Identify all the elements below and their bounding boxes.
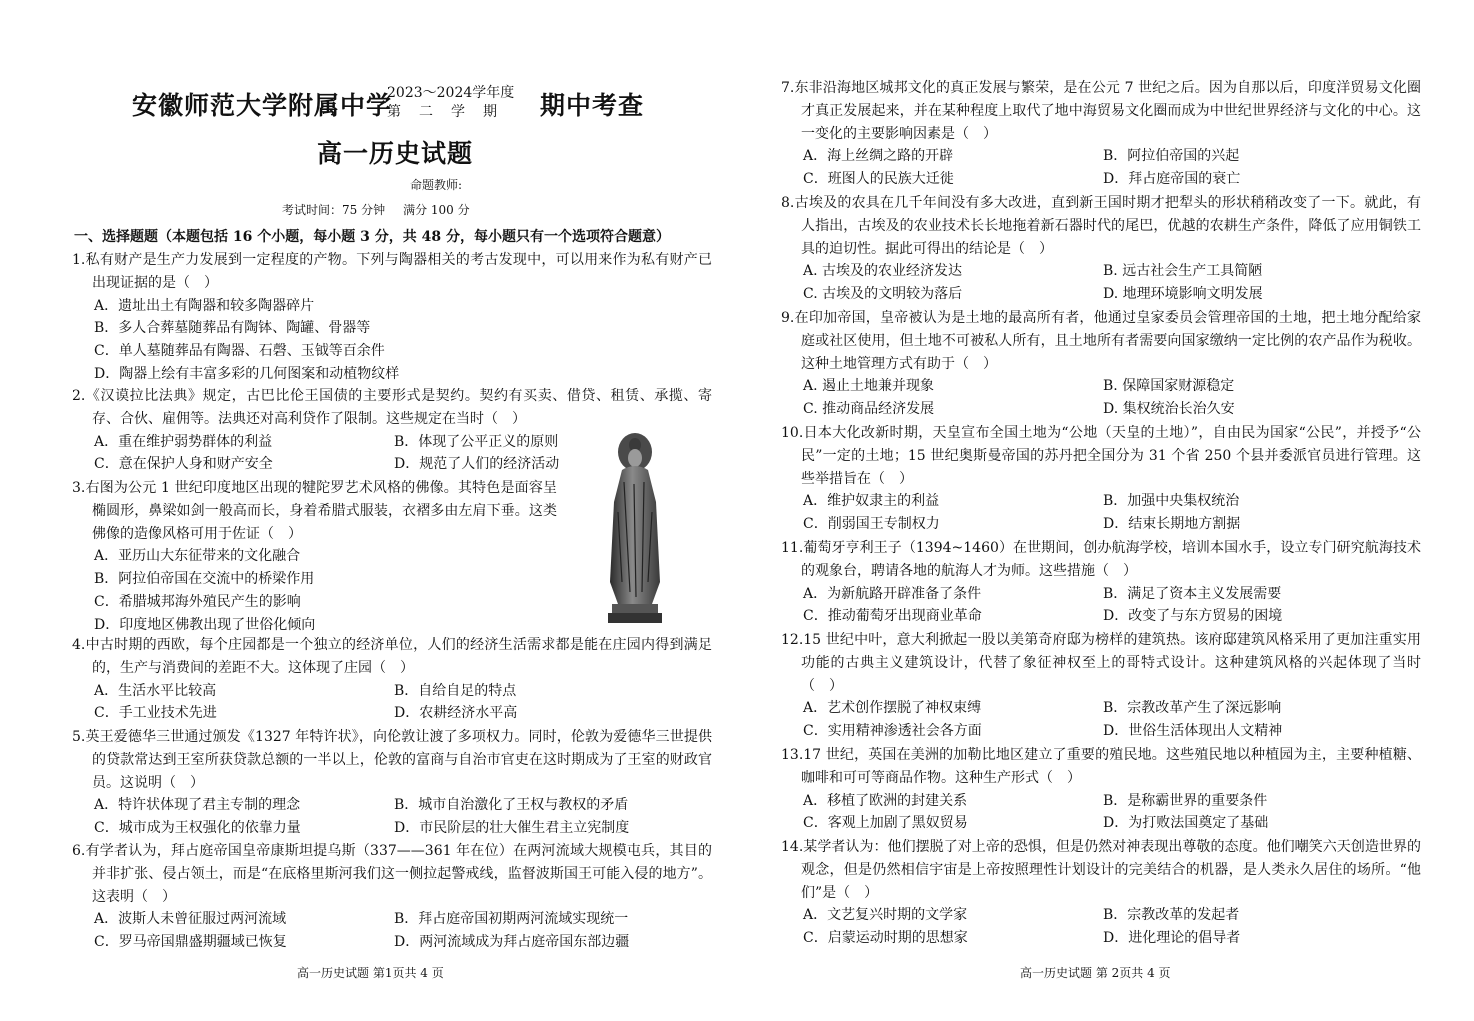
question-number: 13. [781, 747, 804, 763]
exam-duration: 考试时间：75 分钟 [282, 203, 386, 217]
options-list [72, 545, 557, 636]
options-row [803, 790, 1421, 813]
options-row [803, 168, 1421, 191]
question-stem [781, 537, 1421, 583]
option-c: C. 古埃及的文明较为落后 [803, 286, 963, 303]
options-row [803, 375, 1421, 398]
options-list [72, 680, 712, 726]
options-row [803, 812, 1421, 835]
school-year: 2023～2024学年度 [387, 85, 515, 101]
question-text: 中古时期的西欧，每个庄园都是一个独立的经济单位，人们的经济生活需求都是能在庄园内得到满足的，生产与消费间的差距不大。这体现了庄园（ ） [85, 637, 712, 676]
question-text: 某学者认为：他们摆脱了对上帝的恐惧，但是仍然对神表现出尊敬的态度。他们嘲笑六天创造世界的观念，但是仍然相信宇宙是上帝按照理性计划设计的完美结合的机器，是人类永久居住的场所。“他们”是（ ） [801, 839, 1421, 901]
option-c: C. 推动商品经济发展 [803, 401, 935, 418]
options-row [803, 583, 1421, 606]
options-row [803, 927, 1421, 950]
question-13 [781, 744, 1421, 835]
option-c: C．单人墓随葬品有陶器、石磬、玉钺等百余件 [94, 343, 385, 360]
option-a: A．移植了欧洲的封建关系 [803, 792, 968, 809]
question-stem [72, 634, 712, 680]
question-stem [72, 249, 712, 295]
options-row [94, 908, 712, 931]
option-b: B．自给自足的特点 [394, 682, 517, 699]
question-text: 15 世纪中叶，意大利掀起一股以美第奇府邸为榜样的建筑热。该府邸建筑风格采用了更加注重实用功能的古典主义建筑设计，代替了象征神权至上的哥特式设计。这种建筑风格的兴起体现了当时（ ） [801, 632, 1421, 694]
option-d: D．市民阶层的壮大催生君主立宪制度 [394, 820, 630, 837]
option-d: D. 集权统治长治久安 [1103, 401, 1235, 418]
question-number: 10. [781, 425, 804, 441]
option-c: C．城市成为王权强化的依靠力量 [94, 820, 301, 837]
page-footer: 高一历史试题 第1页共 4 页 [297, 966, 444, 980]
option-a: A. 遏止土地兼并现象 [803, 378, 935, 395]
option-a: A．文艺复兴时期的文学家 [803, 907, 968, 924]
question-text: 私有财产是生产力发展到一定程度的产物。下列与陶器相关的考古发现中，可以用来作为私有财产已出现证据的是（ ） [85, 252, 712, 291]
option-d: D．两河流域成为拜占庭帝国东部边疆 [394, 934, 630, 951]
question-stem [781, 192, 1421, 260]
options-row [94, 680, 712, 703]
question-5 [72, 726, 712, 840]
options-list [781, 490, 1421, 536]
option-b: B．体现了公平正义的原则 [394, 433, 559, 450]
options-row [94, 295, 712, 318]
question-10 [781, 422, 1421, 536]
option-a: A．遗址出土有陶器和较多陶器碎片 [94, 297, 315, 314]
option-d: D．进化理论的倡导者 [1103, 930, 1241, 947]
option-b: B. 远古社会生产工具简陋 [1103, 263, 1263, 280]
options-row [94, 545, 557, 568]
option-a: A．重在维护弱势群体的利益 [94, 433, 273, 450]
options-row [803, 697, 1421, 720]
question-1 [72, 249, 712, 386]
question-text: 日本大化改新时期，天皇宣布全国土地为“公地（天皇的土地）”，自由民为国家“公民”，并授予“公民”一定的土地；15 世纪奥斯曼帝国的苏丹把全国分为 31 个省 250 个县并委派官员进行管理。这些举措旨在（ ） [801, 425, 1421, 487]
question-number: 9. [781, 310, 795, 326]
option-a: A．波斯人未曾征服过两河流域 [94, 911, 287, 928]
question-text: 古埃及的农具在几千年间没有多大改进，直到新王国时期才把犁头的形状稍稍改变了一下。就此，有人指出，古埃及的农业技术长长地拖着新石器时代的尾巴，优越的农耕生产条件，降低了应用铜铁工具的迫切性。据此可得出的结论是（ ） [794, 195, 1421, 257]
question-14 [781, 836, 1421, 950]
option-c: C．削弱国王专制权力 [803, 516, 940, 533]
option-a: A．维护奴隶主的利益 [803, 493, 940, 510]
option-a: A. 古埃及的农业经济发达 [803, 263, 963, 280]
options-row [803, 260, 1421, 283]
question-stem [781, 629, 1421, 697]
option-b: B．拜占庭帝国初期两河流域实现统一 [394, 911, 629, 928]
question-number: 3. [72, 480, 86, 496]
question-stem [72, 840, 712, 908]
question-stem [781, 422, 1421, 490]
option-c: C．罗马帝国鼎盛期疆域已恢复 [94, 934, 287, 951]
question-6 [72, 840, 712, 954]
options-row [803, 904, 1421, 927]
option-d: D．结束长期地方割据 [1103, 516, 1241, 533]
options-row [94, 591, 557, 614]
question-text: 有学者认为，拜占庭帝国皇帝康斯坦提乌斯（337——361 年在位）在两河流域大规模屯兵，其目的并非扩张、侵占领土，而是“在底格里斯河我们这一侧拉起警戒线，监督波斯国王可能入侵的地方”。这表明（ ） [85, 843, 712, 905]
options-list [781, 260, 1421, 306]
option-d: D．农耕经济水平高 [394, 705, 518, 722]
option-a: A．海上丝绸之路的开辟 [803, 148, 954, 165]
option-c: C．手工业技术先进 [94, 705, 217, 722]
option-c: C．意在保护人身和财产安全 [94, 456, 273, 473]
exam-title-block [132, 82, 652, 122]
option-b: B．宗教改革的发起者 [1103, 907, 1240, 924]
option-c: C．客观上加剧了黑奴贸易 [803, 815, 968, 832]
question-7 [781, 77, 1421, 191]
option-c: C．推动葡萄牙出现商业革命 [803, 608, 982, 625]
question-8 [781, 192, 1421, 306]
options-row [94, 568, 557, 591]
options-list [781, 790, 1421, 836]
exam-name: 期中考查 [540, 91, 645, 120]
options-row [803, 513, 1421, 536]
options-row [803, 720, 1421, 743]
question-stem [72, 726, 712, 794]
options-list [781, 145, 1421, 191]
school-name: 安徽师范大学附属中学 [132, 91, 393, 120]
options-row [94, 363, 712, 386]
question-setter: 命题教师: [410, 178, 463, 192]
options-row [803, 490, 1421, 513]
options-row [94, 931, 712, 954]
question-text: 《汉谟拉比法典》规定，古巴比伦王国债的主要形式是契约。契约有买卖、借贷、租赁、承揽、寄存、合伙、雇佣等。法典还对高利贷作了限制。这些规定在当时（ ） [85, 388, 712, 427]
options-list [781, 697, 1421, 743]
question-number: 8. [781, 195, 795, 211]
option-a: A．艺术创作摆脱了神权束缚 [803, 700, 982, 717]
question-stem [781, 77, 1421, 145]
option-d: D. 地理环境影响文明发展 [1103, 286, 1263, 303]
option-c: C．实用精神渗透社会各方面 [803, 723, 982, 740]
options-row [803, 145, 1421, 168]
full-score: 满分 100 分 [403, 203, 470, 217]
options-list [781, 375, 1421, 421]
exam-timing [282, 201, 470, 218]
options-list [72, 794, 712, 840]
question-9 [781, 307, 1421, 421]
option-d: D．改变了与东方贸易的困境 [1103, 608, 1283, 625]
option-b: B．满足了资本主义发展需要 [1103, 585, 1282, 602]
question-12 [781, 629, 1421, 743]
option-d: D．拜占庭帝国的衰亡 [1103, 171, 1241, 188]
options-row [803, 283, 1421, 306]
school-term: 第二学期 [387, 104, 515, 120]
question-4 [72, 634, 712, 725]
option-b: B．是称霸世界的重要条件 [1103, 792, 1268, 809]
question-text: 17 世纪，英国在美洲的加勒比地区建立了重要的殖民地。这些殖民地以种植园为主，主要种植糖、咖啡和可可等商品作物。这种生产形式（ ） [801, 747, 1421, 786]
question-number: 6. [72, 843, 86, 859]
page-footer: 高一历史试题 第 2页共 4 页 [1020, 966, 1171, 980]
question-stem [781, 307, 1421, 375]
option-a: A．亚历山大东征带来的文化融合 [94, 548, 301, 565]
options-row [94, 317, 712, 340]
options-row [94, 817, 712, 840]
section-title: 一、选择题题（本题包括 16 个小题，每小题 3 分，共 48 分，每小题只有一个选项符合题意） [74, 229, 670, 245]
options-row [94, 794, 712, 817]
question-stem [781, 744, 1421, 790]
option-a: A．特许状体现了君主专制的理念 [94, 797, 301, 814]
options-row [94, 453, 712, 476]
option-b: B．阿拉伯帝国在交流中的桥梁作用 [94, 571, 315, 588]
option-b: B．阿拉伯帝国的兴起 [1103, 148, 1240, 165]
question-number: 11. [781, 540, 804, 556]
option-d: D．陶器上绘有丰富多彩的几何图案和动植物纹样 [94, 365, 400, 382]
subject-title: 高一历史试题 [317, 139, 474, 168]
question-text: 葡萄牙亨利王子（1394~1460）在世期间，创办航海学校，培训本国水手，设立专门研究航海技术的观象台，聘请各地的航海人才为师。这些措施（ ） [801, 540, 1421, 579]
page-right [737, 0, 1474, 1021]
question-11 [781, 537, 1421, 628]
option-b: B．城市自治激化了王权与教权的矛盾 [394, 797, 629, 814]
question-3 [72, 477, 557, 637]
question-number: 1. [72, 252, 86, 268]
question-number: 14. [781, 839, 804, 855]
question-text: 右图为公元 1 世纪印度地区出现的犍陀罗艺术风格的佛像。其特色是面容呈椭圆形，鼻梁如剑一般高而长，身着希腊式服装，衣褶多由左肩下垂。这类佛像的造像风格可用于佐证（ ） [85, 480, 557, 542]
option-b: B．加强中央集权统治 [1103, 493, 1240, 510]
question-2 [72, 385, 712, 476]
option-c: C．希腊城邦海外殖民产生的影响 [94, 593, 301, 610]
question-number: 2. [72, 388, 86, 404]
question-number: 4. [72, 637, 86, 653]
option-b: B. 保障国家财源稳定 [1103, 378, 1235, 395]
question-stem [72, 477, 557, 545]
option-d: D．印度地区佛教出现了世俗化倾向 [94, 616, 316, 633]
options-list [72, 295, 712, 386]
option-d: D．为打败法国奠定了基础 [1103, 815, 1269, 832]
option-b: B．多人合葬墓随葬品有陶钵、陶罐、骨器等 [94, 320, 371, 337]
options-list [72, 431, 712, 477]
question-text: 东非沿海地区城邦文化的真正发展与繁荣，是在公元 7 世纪之后。因为自那以后，印度洋贸易文化圈才真正发展起来，并在某种程度上取代了地中海贸易文化圈而成为中世纪世界经济与文化的中心。这一变化的主要影响因素是（ ） [794, 80, 1421, 142]
options-row [94, 431, 712, 454]
question-number: 7. [781, 80, 795, 96]
options-row [94, 340, 712, 363]
options-row [94, 702, 712, 725]
options-row [803, 605, 1421, 628]
question-text: 英王爱德华三世通过颁发《1327 年特许状》，向伦敦让渡了多项权力。同时，伦敦为爱德华三世提供的贷款常达到王室所获贷款总额的一半以上，伦敦的富商与自治市官吏在这时期成为了王室的财政官员。这说明（ ） [85, 729, 712, 791]
question-text: 在印加帝国，皇帝被认为是土地的最高所有者，他通过皇家委员会管理帝国的土地，把土地分配给家庭或社区使用，但土地不可被私人所有，且土地所有者需要向国家缴纳一定比例的农产品作为税收。这种土地管理方式有助于（ ） [794, 310, 1421, 372]
option-d: D．世俗生活体现出人文精神 [1103, 723, 1283, 740]
option-c: C．班图人的民族大迁徙 [803, 171, 954, 188]
option-d: D．规范了人们的经济活动 [394, 456, 560, 473]
option-a: A．生活水平比较高 [94, 682, 217, 699]
options-row [803, 398, 1421, 421]
question-number: 5. [72, 729, 86, 745]
question-stem [781, 836, 1421, 904]
options-list [781, 583, 1421, 629]
option-c: C．启蒙运动时期的思想家 [803, 930, 968, 947]
options-list [781, 904, 1421, 950]
question-number: 12. [781, 632, 804, 648]
option-a: A．为新航路开辟准备了条件 [803, 585, 982, 602]
question-stem [72, 385, 712, 431]
options-list [72, 908, 712, 954]
option-b: B．宗教改革产生了深远影响 [1103, 700, 1282, 717]
